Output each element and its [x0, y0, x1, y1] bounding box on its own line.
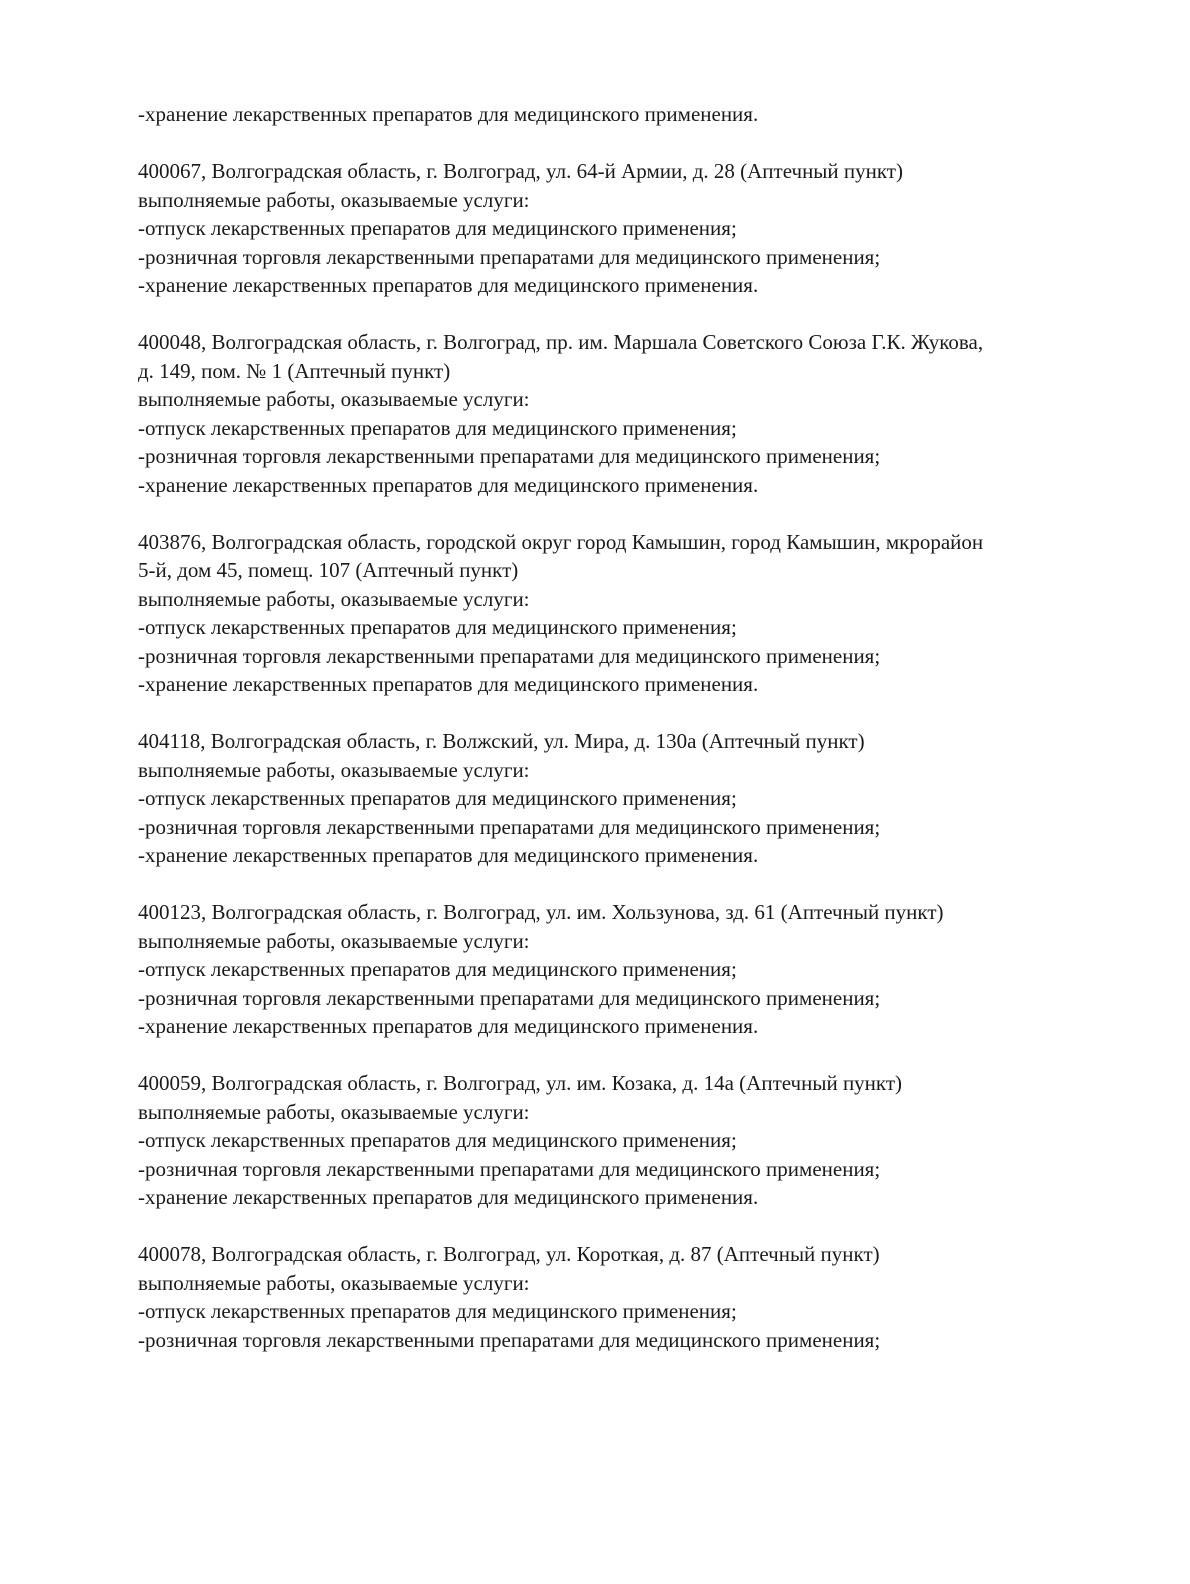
service-item: -хранение лекарственных препаратов для медицинского применения. [138, 843, 759, 867]
service-item: -розничная торговля лекарственными препаратами для медицинского применения; [138, 1327, 881, 1352]
service-item: -отпуск лекарственных препаратов для медицинского применения; [138, 786, 737, 810]
service-item: -отпуск лекарственных препаратов для медицинского применения; [138, 1128, 737, 1152]
service-item: -отпуск лекарственных препаратов для медицинского применения; [138, 615, 737, 639]
pharmacy-address-line: 403876, Волгоградская область, городской округ город Камышин, город Камышин, мкрорайон [138, 529, 984, 554]
pharmacy-entry [138, 528, 1128, 699]
service-item: -хранение лекарственных препаратов для медицинского применения. [138, 672, 759, 696]
service-item: -отпуск лекарственных препаратов для медицинского применения; [138, 957, 737, 981]
service-item: -хранение лекарственных препаратов для медицинского применения. [138, 1185, 759, 1209]
service-item: -отпуск лекарственных препаратов для медицинского применения; [138, 1299, 737, 1323]
pharmacy-list [138, 157, 1128, 1354]
pharmacy-address-line: д. 149, пом. № 1 (Аптечный пункт) [138, 358, 451, 383]
service-item: -хранение лекарственных препаратов для медицинского применения. [138, 273, 759, 297]
pharmacy-entry [138, 898, 1128, 1041]
services-header: выполняемые работы, оказываемые услуги: [138, 1099, 530, 1124]
intro-line: -хранение лекарственных препаратов для медицинского применения. [138, 102, 759, 126]
service-item: -розничная торговля лекарственными препаратами для медицинского применения; [138, 643, 881, 668]
service-item: -хранение лекарственных препаратов для медицинского применения. [138, 472, 759, 497]
service-item: -розничная торговля лекарственными препаратами для медицинского применения; [138, 444, 881, 468]
service-item: -отпуск лекарственных препаратов для медицинского применения; [138, 415, 737, 440]
services-header: выполняемые работы, оказываемые услуги: [138, 187, 530, 212]
service-item: -розничная торговля лекарственными препаратами для медицинского применения; [138, 1156, 881, 1181]
services-header: выполняемые работы, оказываемые услуги: [138, 387, 530, 411]
services-header: выполняемые работы, оказываемые услуги: [138, 586, 530, 611]
service-item: -розничная торговля лекарственными препаратами для медицинского применения; [138, 244, 881, 269]
pharmacy-address-line: 404118, Волгоградская область, г. Волжский, ул. Мира, д. 130а (Аптечный пункт) [138, 729, 865, 753]
pharmacy-address-line: 400123, Волгоградская область, г. Волгоград, ул. им. Хользунова, зд. 61 (Аптечный пункт) [138, 900, 944, 924]
pharmacy-entry [138, 157, 1128, 300]
pharmacy-address-line: 400067, Волгоградская область, г. Волгоград, ул. 64-й Армии, д. 28 (Аптечный пункт) [138, 159, 903, 183]
services-header: выполняемые работы, оказываемые услуги: [138, 757, 530, 782]
pharmacy-address-line: 5-й, дом 45, помещ. 107 (Аптечный пункт) [138, 558, 519, 582]
pharmacy-address-line: 400048, Волгоградская область, г. Волгоград, пр. им. Маршала Советского Союза Г.К. Жукова, [138, 330, 984, 354]
services-header: выполняемые работы, оказываемые услуги: [138, 928, 530, 953]
pharmacy-address-line: 400059, Волгоградская область, г. Волгоград, ул. им. Козака, д. 14а (Аптечный пункт) [138, 1071, 903, 1095]
service-item: -розничная торговля лекарственными препаратами для медицинского применения; [138, 814, 881, 839]
document-page [138, 100, 1128, 1354]
service-item: -розничная торговля лекарственными препаратами для медицинского применения; [138, 985, 881, 1010]
services-header: выполняемые работы, оказываемые услуги: [138, 1270, 530, 1295]
pharmacy-entry [138, 727, 1128, 870]
service-item: -отпуск лекарственных препаратов для медицинского применения; [138, 216, 737, 240]
pharmacy-entry [138, 1240, 1128, 1354]
pharmacy-address-line: 400078, Волгоградская область, г. Волгоград, ул. Короткая, д. 87 (Аптечный пункт) [138, 1242, 880, 1266]
pharmacy-entry [138, 328, 1128, 499]
service-item: -хранение лекарственных препаратов для медицинского применения. [138, 1014, 759, 1038]
pharmacy-entry [138, 1069, 1128, 1212]
